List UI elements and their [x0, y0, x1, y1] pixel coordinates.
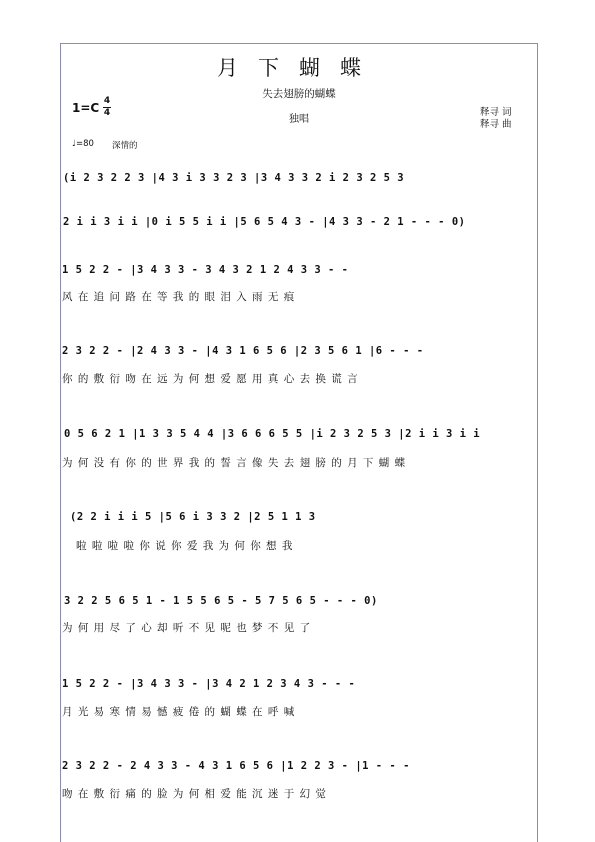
song-title: 月下蝴蝶 [217, 56, 381, 80]
subtitle: 失去翅膀的蝴蝶 [262, 88, 336, 100]
system-2-notes: 2 i i 3 i i |0 i 5 5 i i |5 6 5 4 3 - |4 3 3 - 2 1 - - - 0) [63, 216, 466, 228]
system-6-lyrics: 啦 啦 啦 啦 你 说 你 爱 我 为 何 你 想 我 [76, 540, 294, 552]
lyricist-credit: 释寻 词 [480, 107, 512, 118]
page-border [60, 43, 538, 842]
system-5-lyrics: 为 何 没 有 你 的 世 界 我 的 誓 言 像 失 去 翅 膀 的 月 下 蝴 蝶 [62, 457, 407, 469]
performance-type: 独唱 [289, 114, 309, 125]
system-3-lyrics: 风 在 追 问 路 在 等 我 的 眼 泪 入 雨 无 痕 [62, 291, 296, 303]
system-6-notes: (2 2 i i i 5 |5 6 i 3 3 2 |2 5 1 1 3 [70, 511, 316, 523]
system-4-notes: 2 3 2 2 - |2 4 3 3 - |4 3 1 6 5 6 |2 3 5 6 1 |6 - - - [62, 345, 424, 357]
tempo-marking: ♩=80 [72, 139, 94, 149]
system-8-lyrics: 月 光 易 寒 情 易 憾 疲 倦 的 蝴 蝶 在 呼 喊 [62, 706, 296, 718]
system-5-notes: 0 5 6 2 1 |1 3 3 5 4 4 |3 6 6 6 5 5 |i 2 3 2 5 3 |2 i i 3 i i [64, 428, 481, 440]
system-4-lyrics: 你 的 敷 衍 吻 在 远 为 何 想 爱 愿 用 真 心 去 换 谎 言 [62, 373, 359, 385]
system-7-notes: 3 2 2 5 6 5 1 - 1 5 5 6 5 - 5 7 5 6 5 - - - 0) [64, 595, 378, 607]
system-8-notes: 1 5 2 2 - |3 4 3 3 - |3 4 2 1 2 3 4 3 - - - [62, 678, 356, 690]
system-9-notes: 2 3 2 2 - 2 4 3 3 - 4 3 1 6 5 6 |1 2 2 3 - |1 - - - [62, 760, 410, 772]
meter-bottom: 4 [103, 108, 111, 118]
system-1-notes: (i 2 3 2 2 3 |4 3 i 3 3 2 3 |3 4 3 3 2 i 2 3 2 5 3 [63, 172, 405, 184]
key-signature: 1=C [72, 101, 100, 115]
expression-marking: 深情的 [112, 141, 138, 151]
meter-top: 4 [103, 96, 111, 106]
time-signature [103, 97, 111, 118]
system-3-notes: 1 5 2 2 - |3 4 3 3 - 3 4 3 2 1 2 4 3 3 - - [62, 264, 349, 276]
system-7-lyrics: 为 何 用 尽 了 心 却 听 不 见 呢 也 梦 不 见 了 [62, 622, 312, 634]
system-9-lyrics: 吻 在 敷 衍 痛 的 脸 为 何 相 爱 能 沉 迷 于 幻 觉 [62, 788, 327, 800]
composer-credit: 释寻 曲 [480, 119, 512, 130]
